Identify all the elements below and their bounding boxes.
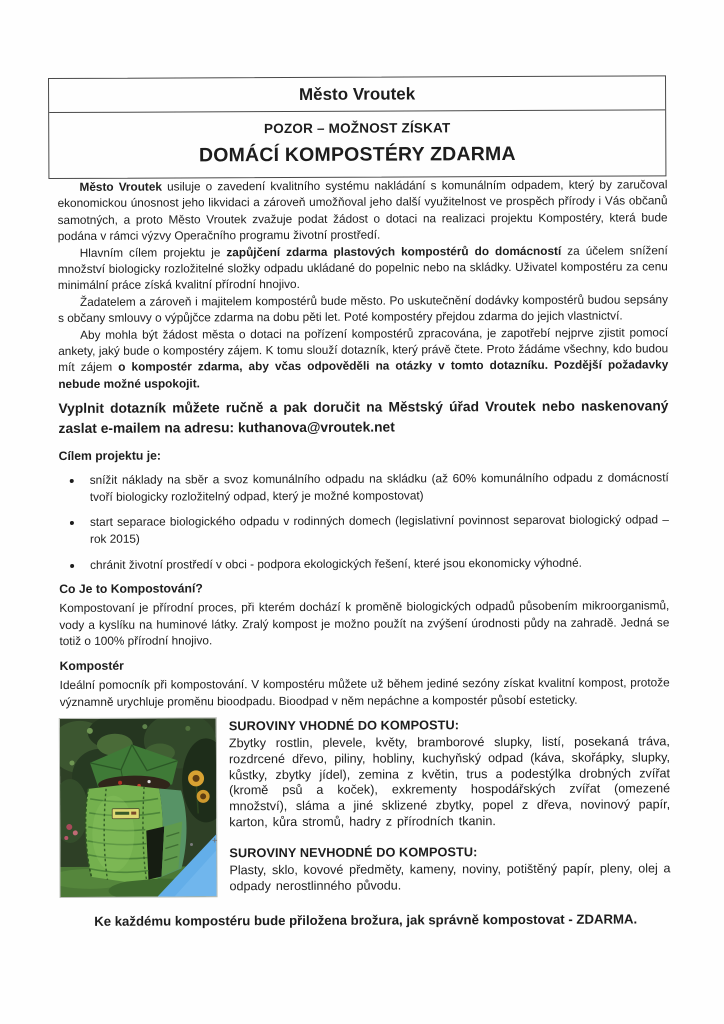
intro-text: usiluje o zavedení kvalitního systému nakládání s komunálním odpadem, který by zaručoval ekonomickou únosnost jeho likvidaci a zároveň umožňoval jeho další využitelnost ve prospěch přírody i Vás občanů samotných, a proto Město Vroutek zvažuje podat žádost o dotaci na realizaci projektu Kompostéry, která bude podána v rámci výzvy Operačního programu životní prostředí. xyxy=(57,177,668,244)
notice-line: POZOR – MOŽNOST ZÍSKAT xyxy=(263,120,451,137)
goal-bullet-item: • start separace biologického odpadu v rodinných domech (legislativní povinnost separovat biologický odpad – rok 2015) xyxy=(84,512,669,548)
survey-paragraph xyxy=(58,324,668,392)
main-goal-after: za účelem snížení množství biologicky rozložitelné složky odpadu ukládané do popelnic nebo na skládky. Uživatel kompostéru za cenu minimální práce získá kvalitní přírodní hnojivo. xyxy=(57,242,668,293)
header-box xyxy=(48,75,666,179)
goal-bullet-item: • snížit náklady na sběr a svoz komunálního odpadu na skládku (až 60% komunálního odpadu z domácností tvoří biologicky rozložitelný odpad, který je možné kompostovat) xyxy=(84,470,669,506)
document-content xyxy=(57,75,671,929)
goals-heading: Cílem projektu je: xyxy=(58,448,161,464)
intro-bold-lead: Město Vroutek xyxy=(79,179,162,194)
unsuitable-heading: SUROVINY NEVHODNÉ DO KOMPOSTU: xyxy=(229,845,478,861)
composter-text: Ideální pomocník při kompostování. V kompostéru můžete už během jediné sezóny získat kvalitní kompost, protože významně urychluje proměnu bioodpadu. Bioodpad v něm nepáchne a kompostér působí esteticky. xyxy=(59,675,670,709)
ownership-paragraph: Žadatelem a zároveň i majitelem kompostérů bude město. Po uskutečnění dodávky kompostérů budou sepsány s občany smlouvy o výpůjčce zdarma na dobu pěti let. Poté kompostéry přejdou zdarma do jejich vlastnictví. xyxy=(58,292,669,326)
main-goal-paragraph xyxy=(58,242,668,294)
suitable-text: Zbytky rostlin, plevele, květy, bramborové slupky, listí, posekaná tráva, rozdrcené dřevo, piliny, hobliny, kuchyňský odpad (káva, skořápky, slupky, kůstky, zbytky jídel), zemina z květin, trus a podestýlka drobných zvířat (kromě psů a koček), exkrementy hospodářských zvířat (omezené množství), sláma a jiné sklizené zbytky, popel z dřeva, novinový papír, karton, kůra stromů, hadry z přírodních tkanin. xyxy=(228,734,671,829)
scan-speck: + xyxy=(212,836,218,846)
footer-note: Ke každému kompostéru bude přiložena brožura, jak správně kompostovat - ZDARMA. xyxy=(94,911,638,930)
scan-speck xyxy=(190,843,193,846)
cta-paragraph: Vyplnit dotazník můžete ručně a pak doručit na Městský úřad Vroutek nebo naskenovaný zaslat e-mailem na adresu: kuthanova@vroutek.net xyxy=(58,398,669,436)
main-goal-bold: zapůjčení zdarma plastových kompostérů do domácností xyxy=(226,243,562,259)
composter-heading: Kompostér xyxy=(59,658,124,674)
photo-and-materials-row xyxy=(60,717,671,898)
suitable-heading: SUROVINY VHODNÉ DO KOMPOSTU: xyxy=(228,718,460,734)
what-is-text: Kompostovaní je přírodní proces, při kterém dochází k proměně biologických odpadů působením mikroorganismů, vody a kyslíku na huminové látky. Zralý kompost je možno použít na zvýšení úrodnosti půdy na zahradě. Jedná se totiž o 100% přírodní hnojivo. xyxy=(59,598,670,649)
intro-paragraph xyxy=(57,176,667,244)
document-title: Město Vroutek xyxy=(49,76,665,113)
header-subtitle-block xyxy=(49,110,665,178)
headline: DOMÁCÍ KOMPOSTÉRY ZDARMA xyxy=(198,142,516,167)
survey-bold: o kompostér zdarma, aby včas odpověděli na otázky v tomto dotazníku. Pozdější požadavky nebude možné uspokojit. xyxy=(58,357,669,391)
composter-photo xyxy=(60,719,217,898)
survey-before: Aby mohla být žádost města o dotaci na pořízení kompostérů zpracována, je zapotřebí nejprve zjistit pomocí ankety, jaký bude o kompostéry zájem. K tomu slouží dotazník, který právě čtete. Proto žádáme všechny, kdo budou mít zájem xyxy=(58,324,669,375)
what-is-heading: Co Je to Kompostování? xyxy=(59,581,203,597)
main-goal-before: Hlavním cílem projektu je xyxy=(79,244,227,260)
goals-list xyxy=(59,470,669,574)
unsuitable-text: Plasty, sklo, kovové předměty, kameny, noviny, potištěný papír, pleny, olej a odpady nerostlinného původu. xyxy=(229,861,671,894)
composter-garden-illustration xyxy=(60,719,217,898)
goal-bullet-item: • chránit životní prostředí v obci - podpora ekologických řešení, které jsou ekonomicky výhodné. xyxy=(84,554,669,573)
materials-column xyxy=(229,717,671,897)
